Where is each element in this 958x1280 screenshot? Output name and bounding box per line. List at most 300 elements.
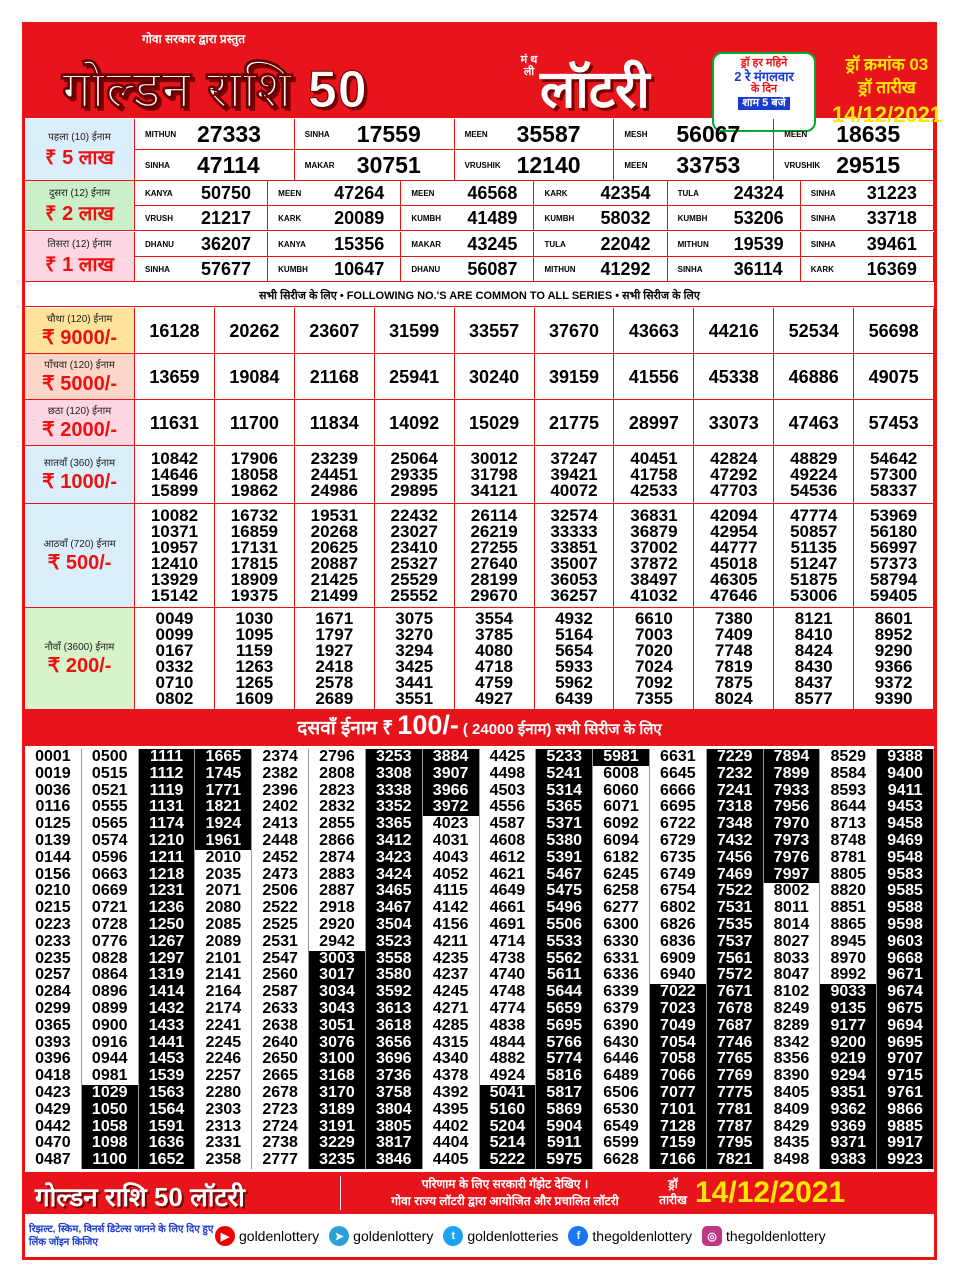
ticket-number: 2080: [205, 899, 242, 917]
ticket-number: 8405: [773, 1083, 810, 1101]
series-name: MITHUN: [544, 264, 576, 274]
ticket-number: 3017: [309, 967, 365, 984]
instagram-link[interactable]: [702, 1226, 826, 1246]
ticket-number: 4340: [432, 1050, 469, 1068]
ticket-number: 26219: [470, 521, 518, 541]
ticket-number: 6277: [603, 899, 639, 917]
prize-cell: [268, 181, 401, 206]
tenth-column: [252, 749, 309, 1169]
ticket-number: 23027: [390, 521, 438, 541]
ticket-number: 4556: [489, 798, 526, 816]
ticket-number: 2522: [262, 899, 298, 917]
ticket-number: 5371: [536, 816, 592, 833]
third-prize-value: ₹ 1 लाख: [45, 254, 114, 276]
ticket-number: 3805: [366, 1119, 422, 1136]
ticket-number: 41489: [467, 207, 518, 228]
prize-cell: [135, 206, 268, 231]
ticket-number: 3168: [309, 1068, 365, 1085]
third-prize-cells: [135, 232, 934, 281]
first-prize-row: [25, 119, 934, 181]
ticket-number: 29335: [390, 464, 438, 484]
ticket-number: 8011: [774, 899, 809, 917]
ticket-number: 3191: [309, 1119, 365, 1136]
ticket-number: 57373: [869, 553, 918, 573]
ticket-number: 0099: [155, 624, 194, 644]
ticket-number: 5233: [536, 749, 592, 766]
ticket-number: 2689: [315, 688, 354, 708]
ticket-number: 33333: [550, 521, 598, 541]
ticket-number: 3554: [475, 608, 513, 628]
ticket-number: 4043: [432, 848, 469, 866]
header-subtitle: गोवा सरकार द्वारा प्रस्तुत: [142, 32, 246, 46]
ticket-number: 6729: [660, 831, 696, 849]
ticket-number: 6060: [603, 781, 639, 799]
ticket-number: 3412: [366, 833, 422, 850]
second-prize-value: ₹ 2 लाख: [45, 203, 114, 225]
ticket-number: 9458: [877, 816, 933, 833]
ticket-number: 0125: [35, 815, 71, 833]
ticket-number: 27333: [197, 120, 261, 147]
prize-column: [295, 400, 375, 445]
ticket-number: 49075: [868, 366, 919, 387]
ticket-number: 6645: [660, 764, 696, 782]
ticket-number: 0981: [91, 1067, 128, 1085]
ticket-number: 0235: [35, 949, 71, 967]
telegram-link[interactable]: [329, 1226, 433, 1246]
ticket-number: 3425: [395, 656, 434, 676]
ticket-number: 5533: [536, 934, 592, 951]
ticket-number: 14092: [389, 412, 440, 433]
ticket-number: 5911: [536, 1135, 592, 1152]
ticket-number: 37002: [630, 537, 678, 557]
ticket-number: 6836: [660, 932, 696, 950]
ticket-number: 21775: [548, 412, 600, 433]
ticket-number: 5975: [536, 1152, 592, 1169]
ticket-number: 1665: [195, 749, 251, 766]
prize-cell: [534, 206, 667, 231]
ticket-number: 3758: [366, 1085, 422, 1102]
ticket-number: 3465: [366, 883, 422, 900]
twitter-link[interactable]: [443, 1226, 558, 1246]
ticket-number: 2874: [319, 848, 355, 866]
ticket-number: 3229: [309, 1135, 365, 1152]
ticket-number: 5611: [536, 967, 592, 984]
prize-column: [135, 308, 215, 353]
prize-cell: [268, 257, 401, 282]
prize-cell: [534, 257, 667, 282]
ticket-number: 57677: [201, 258, 252, 279]
series-name: KUMBH: [677, 213, 708, 223]
ticket-number: 9695: [877, 1035, 933, 1052]
series-name: DHANU: [411, 264, 441, 274]
draw-info: [822, 52, 952, 128]
ticket-number: 4927: [475, 688, 513, 708]
schedule-line1: ड्रॉ हर महिने: [740, 57, 788, 69]
facebook-icon: f: [568, 1226, 588, 1246]
ticket-number: 42354: [600, 182, 651, 203]
ticket-number: 3424: [366, 867, 422, 884]
ticket-number: 3504: [366, 917, 422, 934]
ticket-number: 2164: [205, 983, 242, 1001]
ticket-number: 36207: [201, 233, 252, 254]
ticket-number: 3907: [423, 766, 479, 783]
ticket-number: 8992: [830, 966, 867, 984]
ticket-number: 1236: [139, 900, 195, 917]
ticket-number: 1563: [139, 1085, 195, 1102]
ticket-number: 5160: [480, 1102, 536, 1119]
ticket-number: 59405: [869, 585, 918, 605]
ticket-number: 5041: [480, 1085, 536, 1102]
ticket-number: 40072: [550, 480, 598, 500]
ticket-number: 10082: [150, 505, 199, 525]
ticket-number: 9917: [877, 1135, 933, 1152]
tenth-prize-label: दसवाँ ईनाम ₹: [297, 718, 394, 739]
ticket-number: 1210: [139, 833, 195, 850]
ticket-number: 9668: [877, 951, 933, 968]
ticket-number: 46305: [710, 569, 758, 589]
prize-column: [375, 354, 455, 399]
ticket-number: 34121: [470, 480, 518, 500]
ticket-number: 47774: [790, 505, 838, 525]
ticket-number: 3613: [366, 1001, 422, 1018]
series-name: MAKAR: [304, 160, 335, 170]
prize-column: [535, 446, 615, 503]
tenth-column: [707, 749, 764, 1169]
ticket-number: 19539: [733, 233, 784, 254]
ticket-number: 7432: [707, 833, 763, 850]
ticket-number: 19862: [230, 480, 278, 500]
ticket-number: 15356: [334, 233, 385, 254]
ticket-number: 35007: [550, 553, 598, 573]
prize-column: [614, 446, 694, 503]
ticket-number: 16732: [230, 505, 278, 525]
ticket-number: 58794: [869, 569, 918, 589]
ticket-number: 3253: [366, 749, 422, 766]
ticket-number: 0210: [35, 882, 71, 900]
prize-value: ₹ 1000/-: [42, 471, 117, 493]
ticket-number: 6245: [603, 865, 639, 883]
prize-column: [455, 354, 535, 399]
ticket-number: 4211: [433, 932, 468, 950]
prize-column: [215, 308, 295, 353]
ticket-number: 46886: [788, 366, 839, 387]
ticket-number: 3558: [366, 951, 422, 968]
prize-cell: [268, 206, 401, 231]
ticket-number: 0284: [35, 983, 71, 1001]
ticket-number: 42533: [630, 480, 678, 500]
ticket-number: 19531: [310, 505, 358, 525]
prize-title: छठा (120) ईनाम: [47, 406, 112, 417]
ticket-number: 0596: [91, 848, 128, 866]
ticket-number: 45338: [708, 366, 759, 387]
ticket-number: 9585: [877, 883, 933, 900]
ticket-number: 3523: [366, 934, 422, 951]
ticket-number: 5654: [555, 640, 593, 660]
prize-column: [614, 354, 694, 399]
prize-cell: [135, 150, 295, 181]
ticket-number: 10957: [150, 537, 199, 557]
ticket-number: 42094: [710, 505, 758, 525]
prize-cell: [268, 232, 401, 257]
ticket-number: 51247: [790, 553, 838, 573]
ticket-number: 1636: [139, 1135, 195, 1152]
ticket-number: 33718: [866, 207, 917, 228]
ticket-number: 7973: [764, 833, 820, 850]
series-name: KUMBH: [544, 213, 575, 223]
ticket-number: 6446: [603, 1050, 639, 1068]
prize-cell: [774, 119, 934, 150]
ticket-number: 58337: [869, 480, 918, 500]
prize-value: ₹ 5000/-: [42, 373, 117, 395]
prize-column: [135, 608, 215, 709]
ticket-number: 19084: [229, 366, 280, 387]
ticket-number: 1218: [139, 867, 195, 884]
ticket-number: 0663: [91, 865, 128, 883]
ticket-number: 3352: [366, 799, 422, 816]
ticket-number: 21425: [310, 569, 358, 589]
ticket-number: 3423: [366, 850, 422, 867]
ticket-number: 0521: [91, 781, 128, 799]
facebook-link[interactable]: [568, 1226, 692, 1246]
prize-column: [614, 308, 694, 353]
tenth-column: [139, 749, 196, 1169]
ticket-number: 9923: [877, 1152, 933, 1169]
ticket-number: 3338: [366, 783, 422, 800]
ticket-number: 6735: [660, 848, 696, 866]
twitter-icon: t: [443, 1226, 463, 1246]
ticket-number: 36114: [733, 258, 783, 279]
ticket-number: 2506: [262, 882, 298, 900]
ticket-number: 4271: [432, 999, 469, 1017]
first-prize-label: [25, 119, 135, 180]
ticket-number: 28199: [470, 569, 518, 589]
ticket-number: 4621: [489, 865, 526, 883]
ticket-number: 29895: [390, 480, 438, 500]
ticket-number: 6439: [555, 688, 593, 708]
ticket-number: 2331: [205, 1134, 242, 1152]
ticket-number: 37872: [630, 553, 678, 573]
ticket-number: 5164: [555, 624, 593, 644]
ticket-number: 56180: [869, 521, 918, 541]
ticket-number: 7380: [714, 608, 753, 628]
ticket-number: 2101: [205, 949, 242, 967]
ticket-number: 8249: [773, 999, 810, 1017]
ticket-number: 16369: [866, 258, 917, 279]
ticket-number: 12140: [516, 151, 581, 178]
ticket-number: 4156: [432, 915, 469, 933]
ticket-number: 2402: [262, 798, 298, 816]
youtube-link[interactable]: [215, 1226, 319, 1246]
ticket-number: 1821: [195, 799, 251, 816]
ticket-number: 3235: [309, 1152, 365, 1169]
ticket-number: 2808: [319, 764, 355, 782]
ticket-number: 42954: [710, 521, 758, 541]
ticket-number: 3736: [366, 1068, 422, 1085]
ticket-number: 26114: [470, 505, 518, 525]
ticket-number: 0001: [35, 748, 71, 765]
ticket-number: 17815: [230, 553, 278, 573]
ticket-number: 57453: [868, 412, 919, 433]
ticket-number: 41556: [628, 366, 679, 387]
tenth-column: [650, 749, 707, 1169]
ticket-number: 7241: [707, 783, 763, 800]
ticket-number: 7687: [707, 1018, 763, 1035]
ticket-number: 0019: [35, 764, 71, 782]
ticket-number: 4774: [489, 999, 526, 1017]
ticket-number: 16128: [149, 320, 200, 341]
ticket-number: 6695: [660, 798, 696, 816]
series-name: SINHA: [677, 264, 703, 274]
ticket-number: 37247: [550, 448, 598, 468]
ticket-number: 7819: [714, 656, 753, 676]
ticket-number: 35587: [516, 120, 581, 147]
footer-date: 14/12/2021: [695, 1176, 846, 1209]
ticket-number: 1263: [235, 656, 274, 676]
ticket-number: 6336: [603, 966, 639, 984]
prize-column: [215, 608, 295, 709]
ticket-number: 6666: [660, 781, 696, 799]
ticket-number: 0802: [155, 688, 194, 708]
ticket-number: 7875: [714, 672, 753, 692]
ticket-number: 36879: [630, 521, 678, 541]
ticket-number: 0423: [35, 1083, 71, 1101]
footer-divider: [340, 1176, 341, 1210]
prize-row-9: [25, 608, 934, 710]
prize-cell: [614, 119, 774, 150]
ticket-number: 0900: [91, 1016, 128, 1034]
draw-number: ड्रॉ क्रमांक 03: [845, 55, 929, 74]
ticket-number: 8577: [794, 688, 833, 708]
ticket-number: 30240: [469, 366, 520, 387]
ticket-number: 4315: [432, 1033, 469, 1051]
ticket-number: 58032: [600, 207, 651, 228]
ticket-number: 2796: [319, 748, 355, 765]
ticket-number: 3580: [366, 967, 422, 984]
ticket-number: 5933: [555, 656, 593, 676]
prize-column: [774, 608, 854, 709]
ticket-number: 20089: [334, 207, 385, 228]
ticket-number: 6909: [660, 949, 696, 967]
social-bar: [25, 1216, 934, 1256]
prize-column: [854, 308, 934, 353]
ticket-number: 33073: [708, 412, 759, 433]
prize-cell: [668, 232, 801, 257]
ticket-number: 4395: [432, 1100, 469, 1118]
social-note: रिझल्ट, स्किम, विनर्स डिटेल्स जानने के लिए दिए हुए लिंक जॉइन किजिए: [29, 1224, 214, 1248]
tenth-column: [82, 749, 139, 1169]
ticket-number: 9583: [877, 867, 933, 884]
ticket-number: 8430: [794, 656, 833, 676]
ticket-number: 7781: [707, 1102, 763, 1119]
ticket-number: 4738: [489, 949, 526, 967]
ticket-number: 9598: [877, 917, 933, 934]
ticket-number: 3270: [395, 624, 434, 644]
prize-column: [295, 608, 375, 709]
ticket-number: 4882: [489, 1050, 526, 1068]
ticket-number: 1414: [139, 984, 195, 1001]
ticket-number: 7456: [707, 850, 763, 867]
ticket-number: 36257: [550, 585, 598, 605]
prize-column: [135, 504, 215, 607]
ticket-number: 5314: [536, 783, 592, 800]
ticket-number: 8644: [830, 798, 867, 816]
ticket-number: 43245: [467, 233, 518, 254]
ticket-number: 1030: [235, 608, 274, 628]
ticket-number: 0721: [91, 899, 128, 917]
ticket-number: 3551: [395, 688, 434, 708]
ticket-number: 1539: [139, 1068, 195, 1085]
prize-column: [455, 400, 535, 445]
ticket-number: 5214: [480, 1135, 536, 1152]
prize-cell: [135, 181, 268, 206]
ticket-number: 0116: [35, 798, 71, 816]
second-prize-title: दुसरा (12) ईनाम: [48, 188, 111, 199]
ticket-number: 7003: [634, 624, 673, 644]
ticket-number: 19375: [230, 585, 278, 605]
prize-column: [694, 400, 774, 445]
prize-column: [535, 504, 615, 607]
ticket-number: 2525: [262, 915, 298, 933]
series-name: SINHA: [145, 264, 170, 274]
ticket-number: 9453: [877, 799, 933, 816]
facebook-handle: thegoldenlottery: [592, 1228, 693, 1244]
ticket-number: 8409: [773, 1100, 810, 1118]
ticket-number: 7409: [714, 624, 753, 644]
prize-cell: [668, 181, 801, 206]
ticket-number: 7024: [634, 656, 673, 676]
ticket-number: 4405: [432, 1151, 469, 1169]
ticket-number: 0776: [91, 932, 128, 950]
ticket-number: 4031: [432, 831, 469, 849]
prize-column: [614, 504, 694, 607]
prize-cell: [295, 150, 455, 181]
ticket-number: 3884: [423, 749, 479, 766]
ticket-number: 7795: [707, 1135, 763, 1152]
ticket-number: 2089: [205, 932, 242, 950]
prize-column: [375, 400, 455, 445]
ticket-number: 9135: [820, 1001, 876, 1018]
ticket-number: 31599: [389, 320, 440, 341]
ticket-number: 37670: [548, 320, 600, 341]
third-prize-title: तिसरा (12) ईनाम: [47, 239, 112, 250]
ticket-number: 3051: [309, 1018, 365, 1035]
ticket-number: 0299: [35, 999, 71, 1017]
prize-label-4: [25, 308, 135, 353]
prize-cell: [455, 150, 615, 181]
ticket-number: 5774: [536, 1051, 592, 1068]
ticket-number: 5496: [536, 900, 592, 917]
ticket-number: 7092: [634, 672, 673, 692]
series-name: KANYA: [145, 188, 173, 198]
ticket-number: 3308: [366, 766, 422, 783]
ticket-number: 52534: [788, 320, 839, 341]
second-prize-label: [25, 181, 135, 230]
ticket-number: 24324: [733, 182, 784, 203]
prize-column: [774, 354, 854, 399]
footer-title: गोल्डन राशि 50 लॉटरी: [35, 1182, 245, 1212]
ticket-number: 2883: [319, 865, 355, 883]
ticket-number: 15029: [469, 412, 520, 433]
ticket-number: 53969: [869, 505, 918, 525]
twitter-handle: goldenlotteries: [467, 1228, 559, 1244]
ticket-number: 5222: [480, 1152, 536, 1169]
series-name: MEEN: [411, 188, 435, 198]
ticket-number: 7748: [714, 640, 753, 660]
ticket-number: 4714: [489, 932, 526, 950]
ticket-number: 9388: [877, 749, 933, 766]
ticket-number: 56087: [467, 258, 518, 279]
prize-column: [455, 446, 535, 503]
